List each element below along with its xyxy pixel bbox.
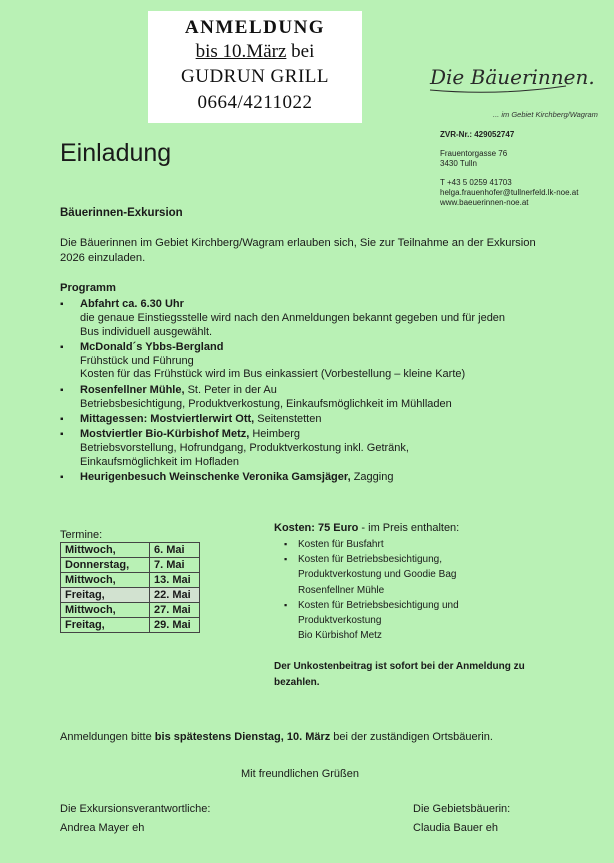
bullet-icon: ▪ [284,554,288,565]
date-value: 13. Mai [150,573,200,588]
costs-label-rest: - im Preis enthalten: [358,522,460,534]
program-item [60,384,560,412]
program-item-title: Heurigenbesuch Weinschenke Veronika Gamsjäger, [80,471,351,484]
date-row [61,573,200,588]
program-item-detail: Frühstück und Führung [80,354,194,367]
contact-city: 3430 Tulln [440,159,477,168]
program-item-title: Abfahrt ca. 6.30 Uhr [80,298,184,310]
program-item-title: Mittagessen: Mostviertlerwirt Ott, [80,412,255,425]
date-row [61,603,200,618]
program-item-title: Rosenfellner Mühle, [80,383,185,396]
date-day: Freitag, [61,588,150,603]
date-value: 29. Mai [150,618,200,633]
program-item-title: McDonald´s Ybbs-Bergland [80,340,224,353]
program-item-location: Seitenstetten [254,412,322,425]
date-day: Freitag, [61,618,150,633]
program-item-detail: Betriebsvorstellung, Hofrundgang, Produktverkostung inkl. Getränk, [80,441,409,454]
cost-item [274,537,508,552]
program-heading: Programm [60,282,116,294]
signature-left-name: Andrea Mayer eh [60,822,145,834]
program-item-detail: die genaue Einstiegsstelle wird nach den Anmeldungen bekannt gegeben und für jeden [80,311,506,324]
contact-phone: T +43 5 0259 41703 [440,178,512,187]
logo-script [428,56,595,106]
cost-item-line: Rosenfellner Mühle [298,584,385,596]
date-row [61,543,200,558]
bullet-icon: ▪ [284,539,288,549]
dates-label: Termine: [60,529,103,541]
cost-item [274,598,508,644]
signature-right-name: Claudia Bauer eh [413,822,499,834]
costs-block [274,522,508,643]
intro-text: Die Bäuerinnen im Gebiet Kirchberg/Wagram erlauben sich, Sie zur Teilnahme an der Exkursion 2026 einzuladen. [60,237,536,264]
bullet-icon: ▪ [60,429,64,441]
program-item [60,341,560,382]
registration-deadline-bold: bis spätestens Dienstag, 10. März [154,731,331,743]
costs-label: Kosten: 75 Euro [274,522,359,534]
registration-label [148,11,362,123]
date-value: 22. Mai [150,588,200,603]
date-day: Donnerstag, [61,558,150,573]
costs-list [274,537,508,643]
program-item-detail: Einkaufsmöglichkeit im Hofladen [80,455,239,468]
date-row [61,558,200,573]
logo-text: Die Bäuerinnen. [430,65,595,89]
registration-note: Anmeldungen bitte bis spätestens Dienstag, 10. März bei der zuständigen Ortsbäuerin. [60,731,493,743]
bullet-icon: ▪ [284,599,288,610]
registration-deadline-date: bis 10.März [195,41,287,62]
date-row [61,588,200,603]
bullet-icon: ▪ [60,341,64,353]
logo [428,56,595,111]
registration-phone: 0664/4211022 [197,92,313,113]
bullet-icon: ▪ [60,384,64,396]
program-item-location: Zagging [350,471,394,484]
signature-right-role: Die Gebietsbäuerin: [413,803,511,815]
date-value: 27. Mai [150,603,200,618]
date-row [61,618,200,633]
cost-item [274,552,508,598]
cost-item-line: Produktverkostung und Goodie Bag [298,569,457,581]
registration-deadline: bis 10.März bei [195,41,315,62]
costs-note: Der Unkostenbeitrag ist sofort bei der Anmeldung zu bezahlen. [274,661,525,688]
program-item-detail: Kosten für das Frühstück wird im Bus einkassiert (Vorbestellung – kleine Karte) [80,368,466,381]
program-item [60,413,560,427]
registration-contact-name: GUDRUN GRILL [181,66,329,87]
greeting: Mit freundlichen Grüßen [241,768,359,780]
cost-item-line: Kosten für Betriebsbesichtigung und [298,599,459,611]
date-day: Mittwoch, [61,603,150,618]
contact-street: Frauentorgasse 76 [440,149,508,158]
cost-item-line: Kosten für Busfahrt [298,539,384,550]
dates-table [60,542,200,633]
program-item [60,471,560,485]
date-value: 7. Mai [150,558,200,573]
excursion-heading: Bäuerinnen-Exkursion [60,207,183,219]
cost-item-line: Kosten für Betriebsbesichtigung, [298,554,442,566]
date-day: Mittwoch, [61,543,150,558]
program-list [60,298,560,486]
zvr-number: ZVR-Nr.: 429052747 [440,130,515,139]
bullet-icon: ▪ [60,299,64,310]
signature-left-role: Die Exkursionsverantwortliche: [60,803,211,815]
contact-block [440,130,578,208]
registration-heading: ANMELDUNG [184,17,326,38]
program-item [60,428,560,469]
program-item-location: Heimberg [249,428,301,441]
contact-email: helga.frauenhofer@tullnerfeld.lk-noe.at [440,188,579,197]
date-value: 6. Mai [150,543,200,558]
cost-item-line: Produktverkostung [298,615,382,627]
logo-subtitle: ... im Gebiet Kirchberg/Wagram [493,110,598,119]
program-item-location: St. Peter in der Au [184,383,277,396]
program-item-title: Mostviertler Bio-Kürbishof Metz, [80,428,250,441]
bullet-icon: ▪ [60,472,64,484]
program-item-detail: Betriebsbesichtigung, Produktverkostung, Einkaufsmöglichkeit im Mühlladen [80,397,452,410]
date-day: Mittwoch, [61,573,150,588]
page-title: Einladung [60,139,172,167]
program-item-detail: Bus individuell ausgewählt. [80,325,213,338]
cost-item-line: Bio Kürbishof Metz [298,630,382,642]
program-item [60,298,560,339]
contact-web: www.baeuerinnen-noe.at [440,198,529,207]
bullet-icon: ▪ [60,413,64,425]
